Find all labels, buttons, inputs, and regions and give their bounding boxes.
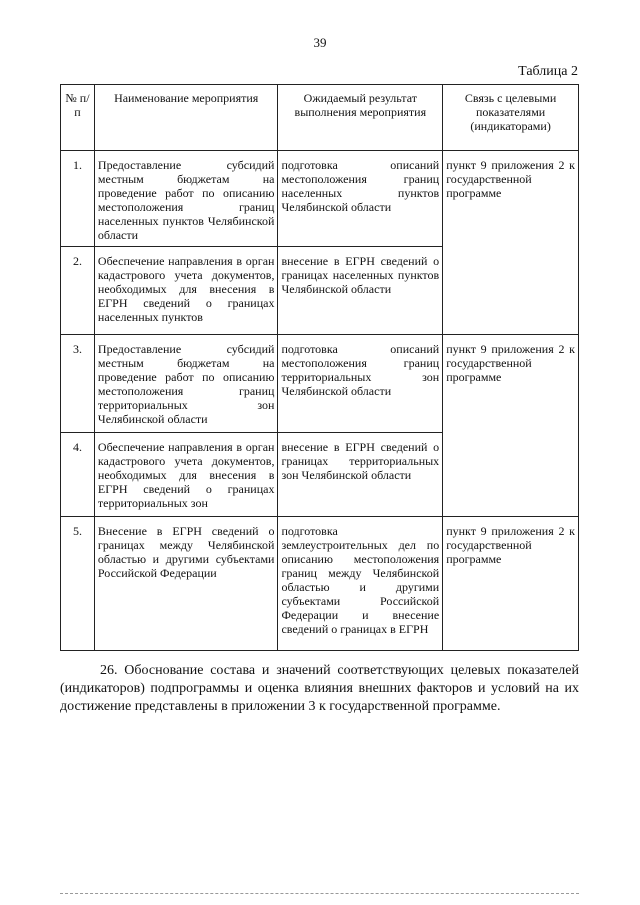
header-number: № п/п: [61, 85, 95, 151]
expected-result-cell: внесение в ЕГРН сведений о границах населенных пунктов Челябинской области: [278, 247, 443, 335]
header-event-name: Наименование мероприятия: [94, 85, 278, 151]
row-number: 1.: [61, 151, 95, 247]
event-name-cell: Предоставление субсидий местным бюджетам на проведение работ по описанию местоположения границ населенных пунктов Челябинской области: [94, 151, 278, 247]
header-indicator-link: Связь с целевыми показателями (индикаторами): [443, 85, 579, 151]
page-number: 39: [313, 35, 327, 50]
table-row: [61, 335, 579, 433]
event-name-cell: Обеспечение направления в орган кадастрового учета документов, необходимых для внесения в ЕГРН сведений о границах населенных пунктов: [94, 247, 278, 335]
expected-result-cell: подготовка описаний местоположения границ населенных пунктов Челябинской области: [278, 151, 443, 247]
row-number: 5.: [61, 517, 95, 651]
indicator-link-cell: пункт 9 приложения 2 к государственной программе: [443, 335, 579, 517]
expected-result-cell: внесение в ЕГРН сведений о границах территориальных зон Челябинской области: [278, 433, 443, 517]
row-number: 2.: [61, 247, 95, 335]
expected-result-cell: подготовка землеустроительных дел по описанию местоположения границ между Челябинской областью и другими субъектами Российской Федерации и внесение сведений о границах в ЕГРН: [278, 517, 443, 651]
table-caption: Таблица 2: [518, 64, 578, 79]
footer-divider: [60, 893, 579, 894]
table-row: [61, 517, 579, 651]
header-expected-result: Ожидаемый результат выполнения мероприятия: [278, 85, 443, 151]
row-number: 3.: [61, 335, 95, 433]
events-table: [60, 84, 579, 651]
row-number: 4.: [61, 433, 95, 517]
body-paragraph: 26. Обоснование состава и значений соответствующих целевых показателей (индикаторов) подпрограммы и оценка влияния внешних факторов и условий на их достижение представлены в приложении 3 к государственной программе.: [60, 663, 579, 714]
event-name-cell: Предоставление субсидий местным бюджетам на проведение работ по описанию местоположения границ территориальных зон Челябинской области: [94, 335, 278, 433]
table-row: [61, 151, 579, 247]
indicator-link-cell: пункт 9 приложения 2 к государственной программе: [443, 517, 579, 651]
expected-result-cell: подготовка описаний местоположения границ территориальных зон Челябинской области: [278, 335, 443, 433]
table-header-row: [61, 85, 579, 151]
event-name-cell: Обеспечение направления в орган кадастрового учета документов, необходимых для внесения в ЕГРН сведений о границах территориальных зон: [94, 433, 278, 517]
event-name-cell: Внесение в ЕГРН сведений о границах между Челябинской областью и другими субъектами Российской Федерации: [94, 517, 278, 651]
indicator-link-cell: пункт 9 приложения 2 к государственной программе: [443, 151, 579, 335]
